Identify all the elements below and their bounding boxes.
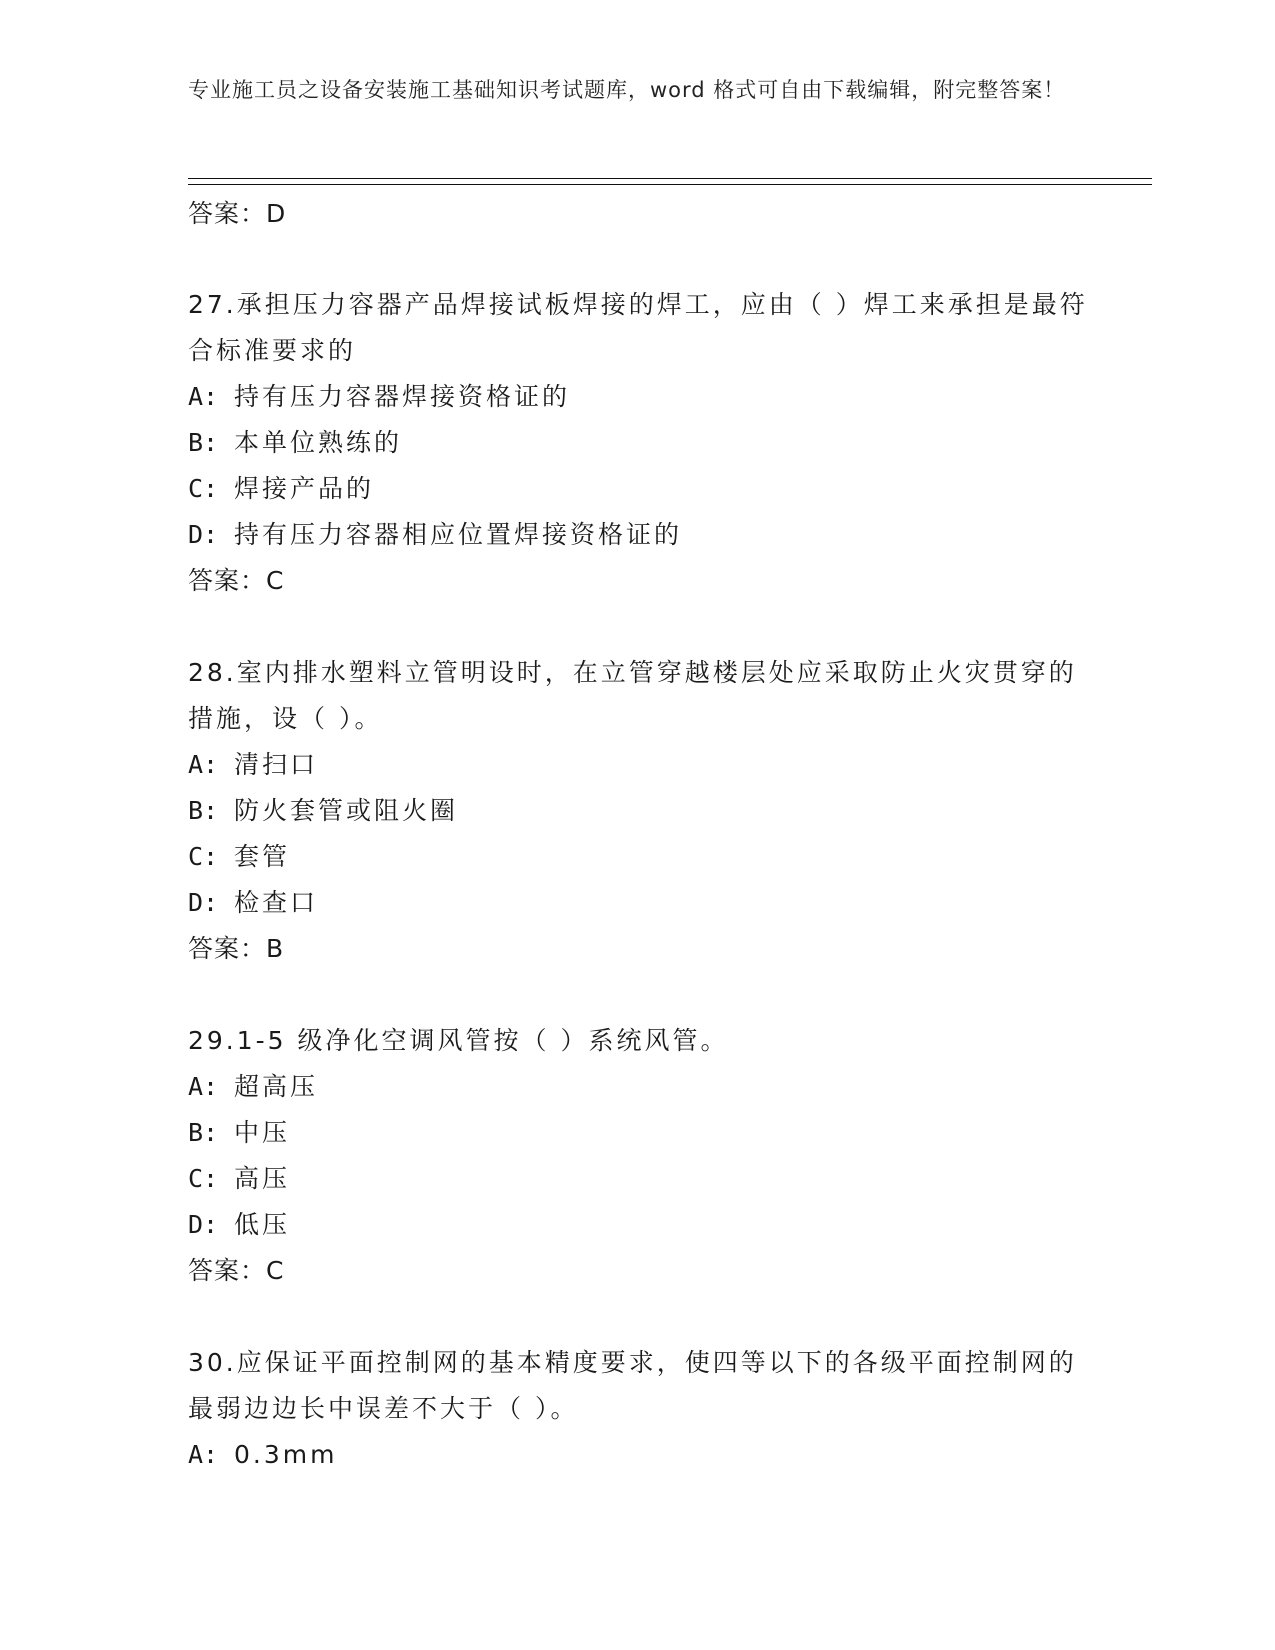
option-text: 高压 <box>234 1164 291 1193</box>
option-a <box>188 1064 1088 1110</box>
question-stem: 27.承担压力容器产品焊接试板焊接的焊工，应由（ ）焊工来承担是最符合标准要求的 <box>188 290 1088 365</box>
question-27 <box>188 282 1088 604</box>
option-c <box>188 1156 1088 1202</box>
option-key: C: <box>188 474 219 503</box>
option-b <box>188 420 1088 466</box>
option-a <box>188 374 1088 420</box>
question-answer: 答案：C <box>188 1256 285 1285</box>
option-a <box>188 742 1088 788</box>
header-rule-top <box>188 178 1152 179</box>
option-key: A: <box>188 750 219 779</box>
option-key: D: <box>188 520 219 549</box>
header-note: 专业施工员之设备安装施工基础知识考试题库，word 格式可自由下载编辑，附完整答案！ <box>188 78 1066 102</box>
option-text: 持有压力容器相应位置焊接资格证的 <box>234 520 683 549</box>
option-b <box>188 788 1088 834</box>
question-content <box>188 192 1088 1478</box>
option-key: C: <box>188 842 219 871</box>
option-d <box>188 880 1088 926</box>
question-stem: 29.1-5 级净化空调风管按（ ）系统风管。 <box>188 1026 729 1055</box>
option-key: B: <box>188 796 219 825</box>
question-stem: 28.室内排水塑料立管明设时，在立管穿越楼层处应采取防止火灾贯穿的措施，设（ ）。 <box>188 658 1077 733</box>
option-key: D: <box>188 888 219 917</box>
option-text: 检查口 <box>234 888 319 917</box>
header-rule-bottom <box>188 184 1152 185</box>
option-key: C: <box>188 1164 219 1193</box>
option-text: 套管 <box>234 842 291 871</box>
option-c <box>188 834 1088 880</box>
option-text: 0.3mm <box>234 1440 338 1469</box>
question-answer: 答案：C <box>188 566 285 595</box>
previous-answer: 答案：D <box>188 199 287 228</box>
option-text: 持有压力容器焊接资格证的 <box>234 382 571 411</box>
option-b <box>188 1110 1088 1156</box>
option-a <box>188 1432 1088 1478</box>
option-text: 清扫口 <box>234 750 319 779</box>
option-text: 本单位熟练的 <box>234 428 403 457</box>
option-d <box>188 1202 1088 1248</box>
option-key: A: <box>188 382 219 411</box>
option-key: A: <box>188 1072 219 1101</box>
option-key: D: <box>188 1210 219 1239</box>
option-text: 低压 <box>234 1210 291 1239</box>
question-28 <box>188 650 1088 972</box>
question-answer: 答案：B <box>188 934 285 963</box>
option-key: B: <box>188 1118 219 1147</box>
question-30 <box>188 1340 1088 1478</box>
option-key: A: <box>188 1440 219 1469</box>
question-29 <box>188 1018 1088 1294</box>
option-d <box>188 512 1088 558</box>
option-text: 中压 <box>234 1118 291 1147</box>
option-text: 防火套管或阻火圈 <box>234 796 459 825</box>
option-c <box>188 466 1088 512</box>
option-key: B: <box>188 428 219 457</box>
option-text: 焊接产品的 <box>234 474 375 503</box>
option-text: 超高压 <box>234 1072 319 1101</box>
question-stem: 30.应保证平面控制网的基本精度要求，使四等以下的各级平面控制网的最弱边边长中误差不大于（ ）。 <box>188 1348 1077 1423</box>
